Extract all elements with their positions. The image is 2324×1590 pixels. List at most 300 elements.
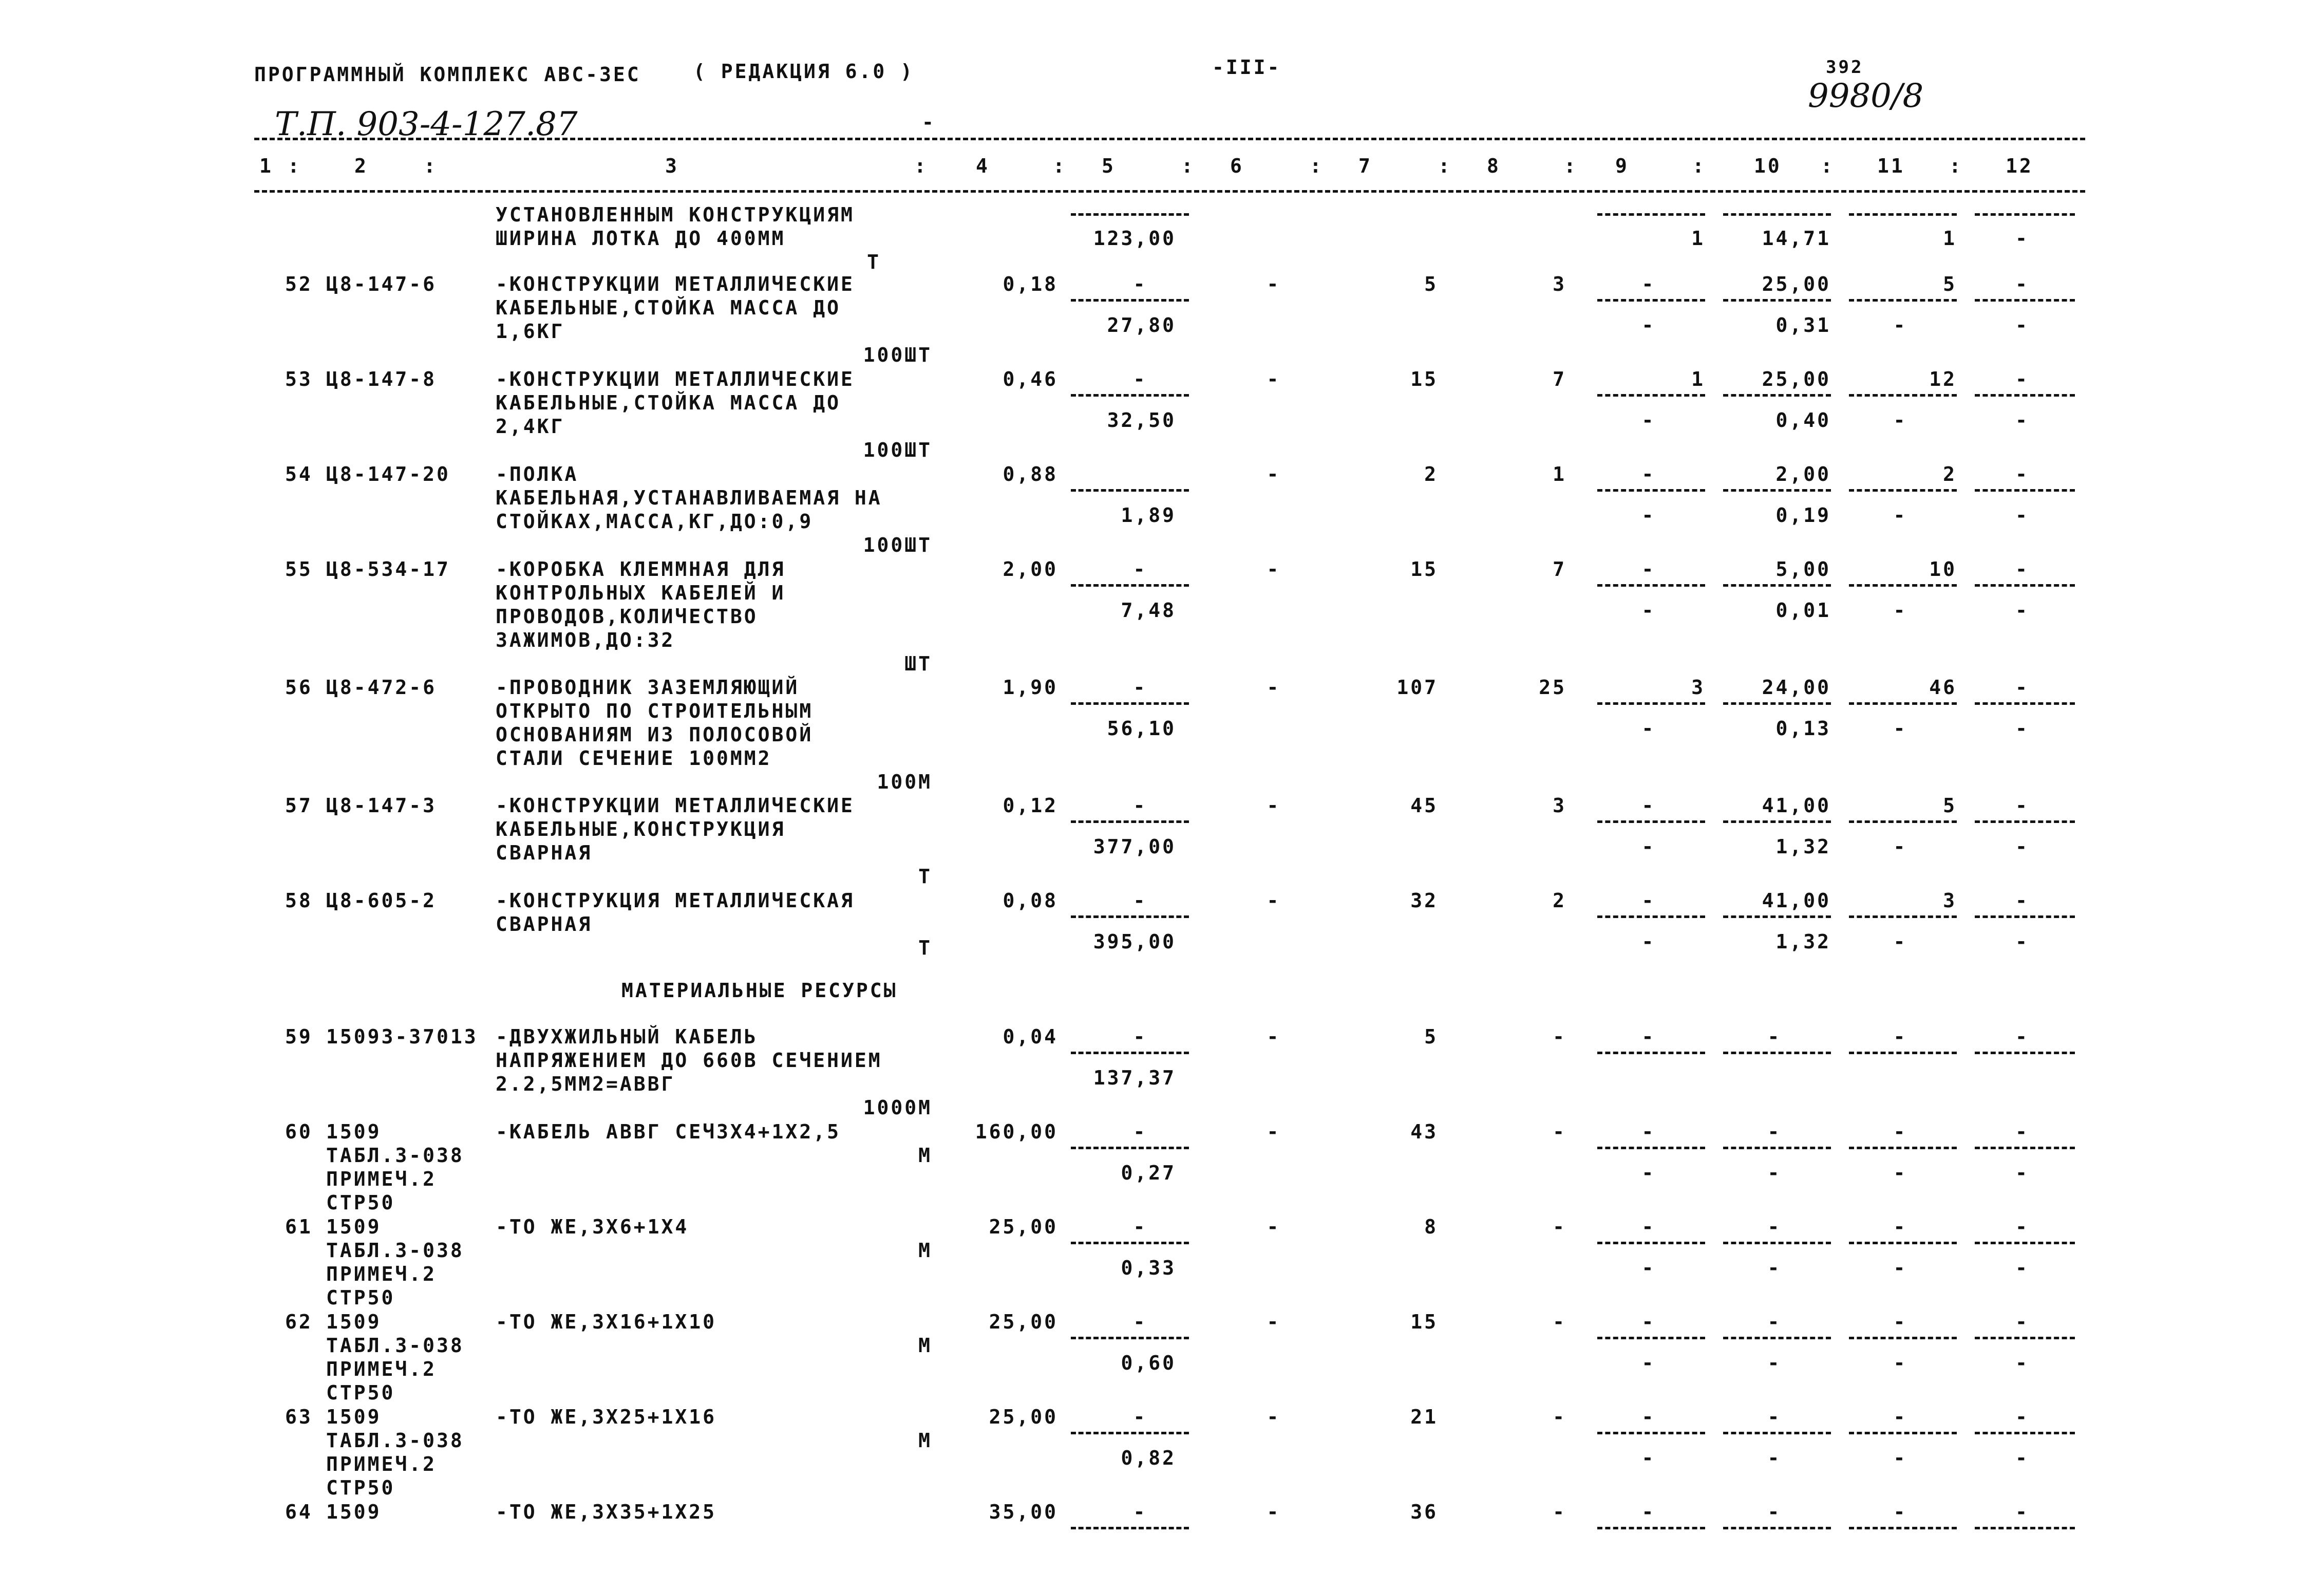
cell-11-top: 5 bbox=[1943, 794, 1957, 817]
cell-7: 15 bbox=[1410, 558, 1438, 581]
cell-6: - bbox=[1267, 1406, 1281, 1428]
row-code-note: ПРИМЕЧ.2 bbox=[326, 1168, 437, 1190]
cell-5-bottom: 0,27 bbox=[1121, 1162, 1176, 1184]
column-header-8: 8 bbox=[1487, 155, 1501, 177]
cell-9-divider bbox=[1597, 915, 1705, 918]
cell-12-divider bbox=[1975, 394, 2075, 397]
cell-10-divider bbox=[1723, 1432, 1831, 1434]
cell-7: 36 bbox=[1410, 1501, 1438, 1523]
cell-12-bottom: - bbox=[2015, 599, 2029, 622]
cell-12-top: - bbox=[2015, 1501, 2029, 1523]
cell-12-divider bbox=[1975, 915, 2075, 918]
row-number: 61 bbox=[285, 1215, 313, 1238]
cell-10-bottom: - bbox=[1767, 1447, 1782, 1469]
cell-9-bottom: - bbox=[1641, 1352, 1656, 1374]
row-description: СТОЙКАХ,МАССА,КГ,ДО:0,9 bbox=[496, 510, 814, 533]
row-description: ПРОВОДОВ,КОЛИЧЕСТВО bbox=[496, 605, 758, 628]
row-code-note: ТАБЛ.3-038 bbox=[326, 1334, 464, 1357]
header-dot: - bbox=[922, 111, 936, 134]
cell-5-bottom: 56,10 bbox=[1107, 717, 1176, 740]
cell-6: - bbox=[1267, 558, 1281, 581]
cell-4: 2,00 bbox=[1003, 558, 1058, 581]
cell-11-divider bbox=[1849, 1052, 1957, 1054]
cell-12-bottom: - bbox=[2015, 504, 2029, 527]
cell-11-bottom: - bbox=[1893, 835, 1907, 858]
cell-11-top: 5 bbox=[1943, 273, 1957, 295]
cell-5-divider bbox=[1071, 213, 1189, 216]
row-number: 52 bbox=[285, 273, 313, 295]
cell-8: 3 bbox=[1553, 794, 1566, 817]
cell-11-divider bbox=[1849, 702, 1957, 705]
row-number: 57 bbox=[285, 794, 313, 817]
cell-10-top: 5,00 bbox=[1775, 558, 1831, 581]
cell-12-top: - bbox=[2015, 273, 2029, 295]
cell-5-divider bbox=[1071, 1147, 1189, 1149]
row-description: -КОРОБКА КЛЕММНАЯ ДЛЯ bbox=[496, 558, 786, 581]
section-title: МАТЕРИАЛЬНЫЕ РЕСУРСЫ bbox=[621, 979, 898, 1002]
cell-10-divider bbox=[1723, 299, 1831, 302]
cell-5-divider bbox=[1071, 1052, 1189, 1054]
column-separator: : bbox=[288, 155, 301, 177]
cell-11-divider bbox=[1849, 299, 1957, 302]
column-header-4: 4 bbox=[976, 155, 990, 177]
cell-7: 8 bbox=[1424, 1215, 1438, 1238]
header-rule-top bbox=[254, 138, 2085, 140]
row-number: 63 bbox=[285, 1406, 313, 1428]
cell-9-divider bbox=[1597, 1242, 1705, 1244]
cell-9-divider bbox=[1597, 1052, 1705, 1054]
column-separator: : bbox=[1821, 155, 1835, 177]
cell-5-top: - bbox=[1133, 1120, 1147, 1143]
cell-9-top: - bbox=[1641, 1406, 1656, 1428]
cell-11-top: 2 bbox=[1943, 463, 1957, 485]
column-separator: : bbox=[1564, 155, 1578, 177]
cell-12-divider bbox=[1975, 1432, 2075, 1434]
cell-11-top: 10 bbox=[1929, 558, 1957, 581]
cell-9-bottom: - bbox=[1641, 504, 1656, 527]
cell-12-bottom: - bbox=[2015, 717, 2029, 740]
cell-11-top: - bbox=[1893, 1215, 1907, 1238]
cell-10-top: 25,00 bbox=[1762, 368, 1831, 390]
cell-7: 32 bbox=[1410, 889, 1438, 912]
cell-11-bottom: - bbox=[1893, 409, 1907, 432]
cell-9-top: - bbox=[1641, 794, 1656, 817]
cell-12-bottom: - bbox=[2015, 227, 2029, 250]
cell-4: 0,12 bbox=[1003, 794, 1058, 817]
column-separator: : bbox=[914, 155, 928, 177]
cell-11-top: 46 bbox=[1929, 676, 1957, 699]
row-code-note: СТР50 bbox=[326, 1381, 395, 1404]
cell-10-divider bbox=[1723, 1052, 1831, 1054]
cell-11-bottom: - bbox=[1893, 599, 1907, 622]
cell-12-top: - bbox=[2015, 463, 2029, 485]
cell-12-top: - bbox=[2015, 1406, 2029, 1428]
row-code-note: ПРИМЕЧ.2 bbox=[326, 1358, 437, 1380]
cell-9-bottom: - bbox=[1641, 599, 1656, 622]
cell-5-top: - bbox=[1133, 1501, 1147, 1523]
row-unit: М bbox=[918, 1144, 932, 1167]
cell-8: - bbox=[1553, 1215, 1566, 1238]
row-description: КАБЕЛЬНЫЕ,СТОЙКА МАССА ДО bbox=[496, 391, 841, 414]
program-title: ПРОГРАММНЫЙ КОМПЛЕКС АВС-ЗЕС bbox=[254, 63, 641, 86]
cell-9-bottom: - bbox=[1641, 835, 1656, 858]
cell-6: - bbox=[1267, 368, 1281, 390]
row-code: Ц8-147-6 bbox=[326, 273, 437, 295]
cell-10-top: 41,00 bbox=[1762, 889, 1831, 912]
cell-4: 0,88 bbox=[1003, 463, 1058, 485]
cell-11-divider bbox=[1849, 820, 1957, 823]
cell-11-divider bbox=[1849, 584, 1957, 587]
row-description: -ТО ЖЕ,3Х25+1Х16 bbox=[496, 1406, 717, 1428]
row-description: -ТО ЖЕ,3Х35+1Х25 bbox=[496, 1501, 717, 1523]
cell-9-bottom: - bbox=[1641, 930, 1656, 953]
row-description: ЗАЖИМОВ,ДО:32 bbox=[496, 629, 675, 651]
row-description: -КАБЕЛЬ АВВГ СЕЧ3Х4+1Х2,5 bbox=[496, 1120, 841, 1143]
cell-10-bottom: 0,31 bbox=[1775, 314, 1831, 336]
cell-10-bottom: 0,19 bbox=[1775, 504, 1831, 527]
column-header-1: 1 bbox=[259, 155, 273, 177]
cell-9-top: - bbox=[1641, 1311, 1656, 1333]
row-description: НАПРЯЖЕНИЕМ ДО 660В СЕЧЕНИЕМ bbox=[496, 1049, 882, 1072]
cell-10-top: - bbox=[1767, 1311, 1782, 1333]
cell-7: 107 bbox=[1396, 676, 1438, 699]
cell-11-top: - bbox=[1893, 1406, 1907, 1428]
row-unit: 1000М bbox=[863, 1096, 932, 1119]
cell-9-divider bbox=[1597, 820, 1705, 823]
cell-5-top: - bbox=[1133, 1215, 1147, 1238]
cell-12-bottom: - bbox=[2015, 930, 2029, 953]
cell-8: 25 bbox=[1539, 676, 1566, 699]
cell-10-top: 24,00 bbox=[1762, 676, 1831, 699]
cell-12-divider bbox=[1975, 1147, 2075, 1149]
cell-11-top: 12 bbox=[1929, 368, 1957, 390]
cell-5-bottom: 32,50 bbox=[1107, 409, 1176, 432]
cell-10-top: - bbox=[1767, 1501, 1782, 1523]
cell-12-divider bbox=[1975, 1242, 2075, 1244]
cell-10-divider bbox=[1723, 394, 1831, 397]
cell-10-top: 25,00 bbox=[1762, 273, 1831, 295]
cell-10-divider bbox=[1723, 213, 1831, 216]
cell-12-top: - bbox=[2015, 676, 2029, 699]
cell-7: 15 bbox=[1410, 368, 1438, 390]
cell-12-bottom: - bbox=[2015, 1447, 2029, 1469]
cell-6: - bbox=[1267, 1311, 1281, 1333]
cell-5-divider bbox=[1071, 489, 1189, 492]
row-code: 1509 bbox=[326, 1311, 382, 1333]
row-unit: 100ШТ bbox=[863, 534, 932, 556]
cell-9-top: - bbox=[1641, 1120, 1656, 1143]
cell-12-bottom: - bbox=[2015, 1257, 2029, 1279]
cell-10-bottom: 0,13 bbox=[1775, 717, 1831, 740]
column-separator: : bbox=[1438, 155, 1452, 177]
cell-9-bottom: - bbox=[1641, 314, 1656, 336]
cell-6: - bbox=[1267, 273, 1281, 295]
cell-4: 0,46 bbox=[1003, 368, 1058, 390]
column-separator: : bbox=[1181, 155, 1195, 177]
cell-11-bottom: - bbox=[1893, 1447, 1907, 1469]
row-number: 59 bbox=[285, 1025, 313, 1048]
cell-12-top: - bbox=[2015, 889, 2029, 912]
row-description: УСТАНОВЛЕННЫМ КОНСТРУКЦИЯМ bbox=[496, 203, 855, 226]
cell-11-top: 3 bbox=[1943, 889, 1957, 912]
cell-5-bottom: 1,89 bbox=[1121, 504, 1176, 527]
cell-10-top: - bbox=[1767, 1406, 1782, 1428]
cell-11-divider bbox=[1849, 1337, 1957, 1339]
cell-5-divider bbox=[1071, 1242, 1189, 1244]
cell-11-divider bbox=[1849, 489, 1957, 492]
cell-10-bottom: - bbox=[1767, 1162, 1782, 1184]
cell-10-divider bbox=[1723, 915, 1831, 918]
row-description: -КОНСТРУКЦИИ МЕТАЛЛИЧЕСКИЕ bbox=[496, 273, 855, 295]
cell-10-divider bbox=[1723, 1242, 1831, 1244]
row-unit: М bbox=[918, 1429, 932, 1452]
cell-11-divider bbox=[1849, 1527, 1957, 1529]
cell-9-top: - bbox=[1641, 1501, 1656, 1523]
cell-9-divider bbox=[1597, 1527, 1705, 1529]
cell-5-divider bbox=[1071, 1527, 1189, 1529]
column-header-12: 12 bbox=[2006, 155, 2033, 177]
column-separator: : bbox=[1692, 155, 1706, 177]
column-header-11: 11 bbox=[1877, 155, 1905, 177]
cell-12-top: - bbox=[2015, 794, 2029, 817]
cell-8: - bbox=[1553, 1120, 1566, 1143]
cell-9-top: - bbox=[1641, 1215, 1656, 1238]
row-number: 54 bbox=[285, 463, 313, 485]
cell-11-top: - bbox=[1893, 1501, 1907, 1523]
cell-12-divider bbox=[1975, 820, 2075, 823]
cell-9-top: 1 bbox=[1691, 368, 1705, 390]
cell-5-bottom: 395,00 bbox=[1093, 930, 1176, 953]
row-description: КАБЕЛЬНЫЕ,СТОЙКА МАССА ДО bbox=[496, 296, 841, 319]
row-code-note: СТР50 bbox=[326, 1191, 395, 1214]
doc-number: 392 bbox=[1826, 57, 1864, 78]
cell-10-top: - bbox=[1767, 1025, 1782, 1048]
cell-12-bottom: - bbox=[2015, 1162, 2029, 1184]
row-unit: 100М bbox=[877, 771, 932, 793]
cell-11-bottom: 1 bbox=[1943, 227, 1957, 250]
cell-5-bottom: 7,48 bbox=[1121, 599, 1176, 622]
row-description: -КОНСТРУКЦИИ МЕТАЛЛИЧЕСКИЕ bbox=[496, 368, 855, 390]
row-code-note: СТР50 bbox=[326, 1286, 395, 1309]
column-header-3: 3 bbox=[665, 155, 679, 177]
row-unit: М bbox=[918, 1334, 932, 1357]
cell-5-top: - bbox=[1133, 889, 1147, 912]
cell-5-top: - bbox=[1133, 1406, 1147, 1428]
cell-11-top: - bbox=[1893, 1025, 1907, 1048]
column-separator: : bbox=[1310, 155, 1324, 177]
cell-5-bottom: 123,00 bbox=[1093, 227, 1176, 250]
cell-9-top: - bbox=[1641, 1025, 1656, 1048]
cell-10-bottom: 1,32 bbox=[1775, 930, 1831, 953]
cell-7: 15 bbox=[1410, 1311, 1438, 1333]
cell-12-top: - bbox=[2015, 1120, 2029, 1143]
cell-5-top: - bbox=[1133, 368, 1147, 390]
cell-10-bottom: - bbox=[1767, 1257, 1782, 1279]
cell-11-top: - bbox=[1893, 1120, 1907, 1143]
cell-12-divider bbox=[1975, 1527, 2075, 1529]
cell-9-divider bbox=[1597, 489, 1705, 492]
cell-5-divider bbox=[1071, 915, 1189, 918]
cell-12-bottom: - bbox=[2015, 835, 2029, 858]
cell-11-bottom: - bbox=[1893, 1162, 1907, 1184]
row-code: Ц8-605-2 bbox=[326, 889, 437, 912]
row-code: Ц8-534-17 bbox=[326, 558, 450, 581]
cell-12-top: - bbox=[2015, 1311, 2029, 1333]
cell-12-divider bbox=[1975, 213, 2075, 216]
cell-9-bottom: 1 bbox=[1691, 227, 1705, 250]
cell-4: 0,04 bbox=[1003, 1025, 1058, 1048]
row-description: -ПРОВОДНИК ЗАЗЕМЛЯЮЩИЙ bbox=[496, 676, 800, 699]
row-code-note: ТАБЛ.3-038 bbox=[326, 1429, 464, 1452]
cell-9-divider bbox=[1597, 702, 1705, 705]
cell-10-top: 2,00 bbox=[1775, 463, 1831, 485]
column-header-9: 9 bbox=[1615, 155, 1629, 177]
cell-10-divider bbox=[1723, 1527, 1831, 1529]
cell-5-bottom: 27,80 bbox=[1107, 314, 1176, 336]
cell-10-bottom: 0,40 bbox=[1775, 409, 1831, 432]
column-separator: : bbox=[1053, 155, 1067, 177]
cell-12-top: - bbox=[2015, 368, 2029, 390]
cell-10-divider bbox=[1723, 1147, 1831, 1149]
row-description: КАБЕЛЬНЫЕ,КОНСТРУКЦИЯ bbox=[496, 818, 786, 840]
cell-6: - bbox=[1267, 1120, 1281, 1143]
cell-12-divider bbox=[1975, 702, 2075, 705]
cell-7: 43 bbox=[1410, 1120, 1438, 1143]
cell-6: - bbox=[1267, 1215, 1281, 1238]
column-header-6: 6 bbox=[1230, 155, 1244, 177]
cell-9-top: - bbox=[1641, 558, 1656, 581]
cell-10-top: - bbox=[1767, 1120, 1782, 1143]
cell-12-divider bbox=[1975, 299, 2075, 302]
cell-10-bottom: 0,01 bbox=[1775, 599, 1831, 622]
cell-8: - bbox=[1553, 1501, 1566, 1523]
row-description: -КОНСТРУКЦИЯ МЕТАЛЛИЧЕСКАЯ bbox=[496, 889, 855, 912]
row-description: -ТО ЖЕ,3Х16+1Х10 bbox=[496, 1311, 717, 1333]
column-header-5: 5 bbox=[1102, 155, 1116, 177]
row-description: 2,4КГ bbox=[496, 415, 565, 438]
cell-5-top: - bbox=[1133, 273, 1147, 295]
cell-11-divider bbox=[1849, 915, 1957, 918]
cell-9-top: - bbox=[1641, 273, 1656, 295]
row-description: СТАЛИ СЕЧЕНИЕ 100ММ2 bbox=[496, 747, 772, 770]
cell-9-bottom: - bbox=[1641, 717, 1656, 740]
row-description: ОТКРЫТО ПО СТРОИТЕЛЬНЫМ bbox=[496, 700, 814, 722]
row-description: 1,6КГ bbox=[496, 320, 565, 343]
cell-10-bottom: 1,32 bbox=[1775, 835, 1831, 858]
edition-label: ( РЕДАКЦИЯ 6.0 ) bbox=[693, 60, 915, 83]
cell-10-bottom: 14,71 bbox=[1762, 227, 1831, 250]
row-unit: Т bbox=[918, 865, 932, 888]
cell-8: 7 bbox=[1553, 558, 1566, 581]
cell-11-bottom: - bbox=[1893, 930, 1907, 953]
row-code: 1509 bbox=[326, 1120, 382, 1143]
handwritten-code: 9980/8 bbox=[1808, 77, 1924, 115]
row-code-note: ПРИМЕЧ.2 bbox=[326, 1263, 437, 1285]
row-code-note: ТАБЛ.3-038 bbox=[326, 1144, 464, 1167]
cell-10-divider bbox=[1723, 702, 1831, 705]
row-description: КОНТРОЛЬНЫХ КАБЕЛЕЙ И bbox=[496, 582, 786, 604]
row-unit: Т bbox=[867, 251, 881, 273]
cell-11-bottom: - bbox=[1893, 314, 1907, 336]
cell-5-bottom: 0,60 bbox=[1121, 1352, 1176, 1374]
cell-4: 0,18 bbox=[1003, 273, 1058, 295]
cell-8: - bbox=[1553, 1311, 1566, 1333]
cell-9-divider bbox=[1597, 213, 1705, 216]
cell-9-divider bbox=[1597, 299, 1705, 302]
column-separator: : bbox=[424, 155, 438, 177]
cell-4: 1,90 bbox=[1003, 676, 1058, 699]
row-number: 55 bbox=[285, 558, 313, 581]
column-header-2: 2 bbox=[354, 155, 368, 177]
cell-8: - bbox=[1553, 1025, 1566, 1048]
column-header-10: 10 bbox=[1754, 155, 1782, 177]
row-code: Ц8-472-6 bbox=[326, 676, 437, 699]
row-unit: 100ШТ bbox=[863, 344, 932, 366]
cell-4: 25,00 bbox=[989, 1215, 1058, 1238]
cell-9-bottom: - bbox=[1641, 1257, 1656, 1279]
cell-10-divider bbox=[1723, 584, 1831, 587]
cell-11-top: - bbox=[1893, 1311, 1907, 1333]
cell-4: 35,00 bbox=[989, 1501, 1058, 1523]
cell-12-bottom: - bbox=[2015, 1352, 2029, 1374]
cell-5-top: - bbox=[1133, 1311, 1147, 1333]
cell-9-bottom: - bbox=[1641, 409, 1656, 432]
row-description: 2.2,5ММ2=АВВГ bbox=[496, 1073, 675, 1095]
row-code: 15093-37013 bbox=[326, 1025, 478, 1048]
column-header-7: 7 bbox=[1358, 155, 1372, 177]
cell-6: - bbox=[1267, 794, 1281, 817]
cell-5-bottom: 0,82 bbox=[1121, 1447, 1176, 1469]
cell-4: 160,00 bbox=[975, 1120, 1058, 1143]
row-unit: ШТ bbox=[904, 652, 932, 675]
cell-5-bottom: 0,33 bbox=[1121, 1257, 1176, 1279]
row-code: 1509 bbox=[326, 1215, 382, 1238]
cell-5-bottom: 377,00 bbox=[1093, 835, 1176, 858]
cell-9-top: - bbox=[1641, 889, 1656, 912]
cell-7: 21 bbox=[1410, 1406, 1438, 1428]
cell-12-top: - bbox=[2015, 558, 2029, 581]
row-number: 64 bbox=[285, 1501, 313, 1523]
row-description: КАБЕЛЬНАЯ,УСТАНАВЛИВАЕМАЯ НА bbox=[496, 487, 882, 509]
cell-8: 3 bbox=[1553, 273, 1566, 295]
row-code: 1509 bbox=[326, 1406, 382, 1428]
cell-11-bottom: - bbox=[1893, 1352, 1907, 1374]
cell-8: 7 bbox=[1553, 368, 1566, 390]
row-code: Ц8-147-20 bbox=[326, 463, 450, 485]
row-description: ШИРИНА ЛОТКА ДО 400ММ bbox=[496, 227, 786, 250]
row-number: 62 bbox=[285, 1311, 313, 1333]
cell-5-top: - bbox=[1133, 1025, 1147, 1048]
cell-8: 2 bbox=[1553, 889, 1566, 912]
cell-11-divider bbox=[1849, 213, 1957, 216]
row-number: 60 bbox=[285, 1120, 313, 1143]
row-code: Ц8-147-3 bbox=[326, 794, 437, 817]
row-description: ОСНОВАНИЯМ ИЗ ПОЛОСОВОЙ bbox=[496, 723, 814, 746]
cell-9-divider bbox=[1597, 1337, 1705, 1339]
cell-8: 1 bbox=[1553, 463, 1566, 485]
cell-12-divider bbox=[1975, 1337, 2075, 1339]
cell-5-divider bbox=[1071, 394, 1189, 397]
cell-5-divider bbox=[1071, 820, 1189, 823]
cell-7: 5 bbox=[1424, 1025, 1438, 1048]
cell-6: - bbox=[1267, 676, 1281, 699]
handwritten-project: Т.П. 903-4-127.87 bbox=[275, 105, 578, 143]
cell-11-divider bbox=[1849, 1432, 1957, 1434]
row-code-note: ТАБЛ.3-038 bbox=[326, 1239, 464, 1262]
cell-11-bottom: - bbox=[1893, 717, 1907, 740]
cell-5-bottom: 137,37 bbox=[1093, 1067, 1176, 1089]
cell-5-top: - bbox=[1133, 794, 1147, 817]
